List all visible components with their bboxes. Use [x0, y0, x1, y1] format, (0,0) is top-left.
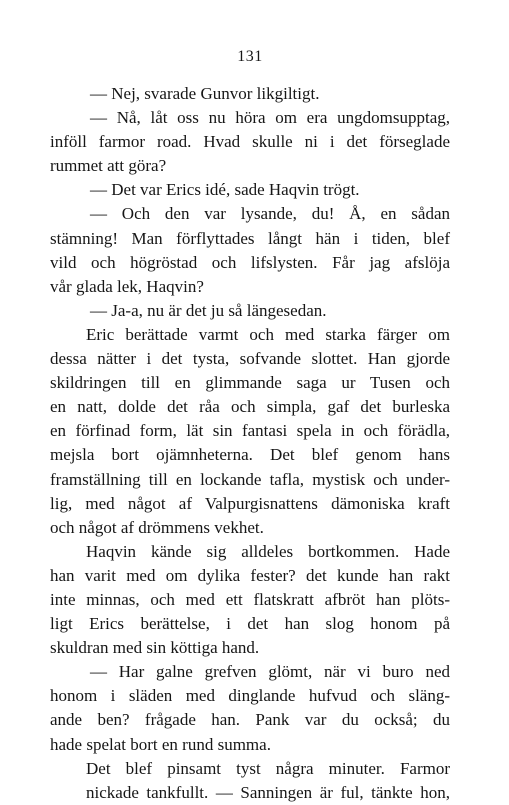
text-line: dessa nätter i det tysta, sofvande slottet. Han gjorde — [50, 349, 450, 369]
text-line: en natt, dolde det råa och simpla, gaf det burleska — [50, 397, 450, 417]
text-line: Eric berättade varmt och med starka färger om — [86, 324, 450, 344]
text-line: vild och högröstad och lifslysten. Får jag afslöja — [50, 252, 450, 272]
text-line: mejsla bort ojämnheterna. Det blef genom hans — [50, 445, 450, 465]
text-line: ande ben? frågade han. Pank var du också; du — [50, 710, 450, 730]
text-line: skildringen till en glimmande saga ur Tusen och — [50, 373, 450, 393]
page-number: 131 — [237, 48, 263, 65]
text-line: — Nej, svarade Gunvor likgiltigt. — [90, 84, 320, 103]
text-line: — Och den var lysande, du! Å, en sådan — [90, 204, 450, 224]
text-line: skuldran med sin köttiga hand. — [50, 638, 260, 658]
text-line: nickade tankfullt. — Sanningen är ful, tänkte hon, — [86, 782, 450, 802]
page-text — [50, 82, 450, 805]
text-line: honom i släden med dinglande hufvud och släng- — [50, 686, 450, 706]
text-line: han varit med om dylika fester? det kunde han rakt — [50, 565, 450, 585]
text-line: — Har galne grefven glömt, när vi buro ned — [90, 662, 450, 682]
text-line: Haqvin kände sig alldeles bortkommen. Hade — [86, 541, 450, 561]
text-line: ligt Erics berättelse, i det han slog honom på — [50, 614, 450, 634]
text-line: vår glada lek, Haqvin? — [50, 276, 204, 296]
text-line: lig, med något af Valpurgisnattens dämoniska kraft — [50, 493, 450, 513]
text-line: — Det var Erics idé, sade Haqvin trögt. — [90, 180, 360, 200]
text-line: — Ja-a, nu är det ju så längesedan. — [90, 300, 327, 320]
text-line: en förfinad form, lät sin fantasi spela in och förädla, — [50, 421, 450, 441]
text-line: hade spelat bort en rund summa. — [50, 734, 271, 754]
text-line: inte minnas, och med ett flatskratt afbröt han plöts- — [50, 589, 450, 609]
text-line: och något af drömmens vekhet. — [50, 517, 264, 537]
book-page — [50, 0, 450, 800]
text-line: inföll farmor road. Hvad skulle ni i det förseglade — [50, 132, 450, 152]
text-line: Det blef pinsamt tyst några minuter. Farmor — [86, 758, 450, 778]
text-line: — Nå, låt oss nu höra om era ungdomsupptag, — [90, 108, 450, 128]
text-line: stämning! Man förflyttades långt hän i tiden, blef — [50, 228, 450, 248]
text-line: rummet att göra? — [50, 156, 167, 176]
text-line: framställning till en lockande tafla, mystisk och under- — [50, 469, 450, 489]
